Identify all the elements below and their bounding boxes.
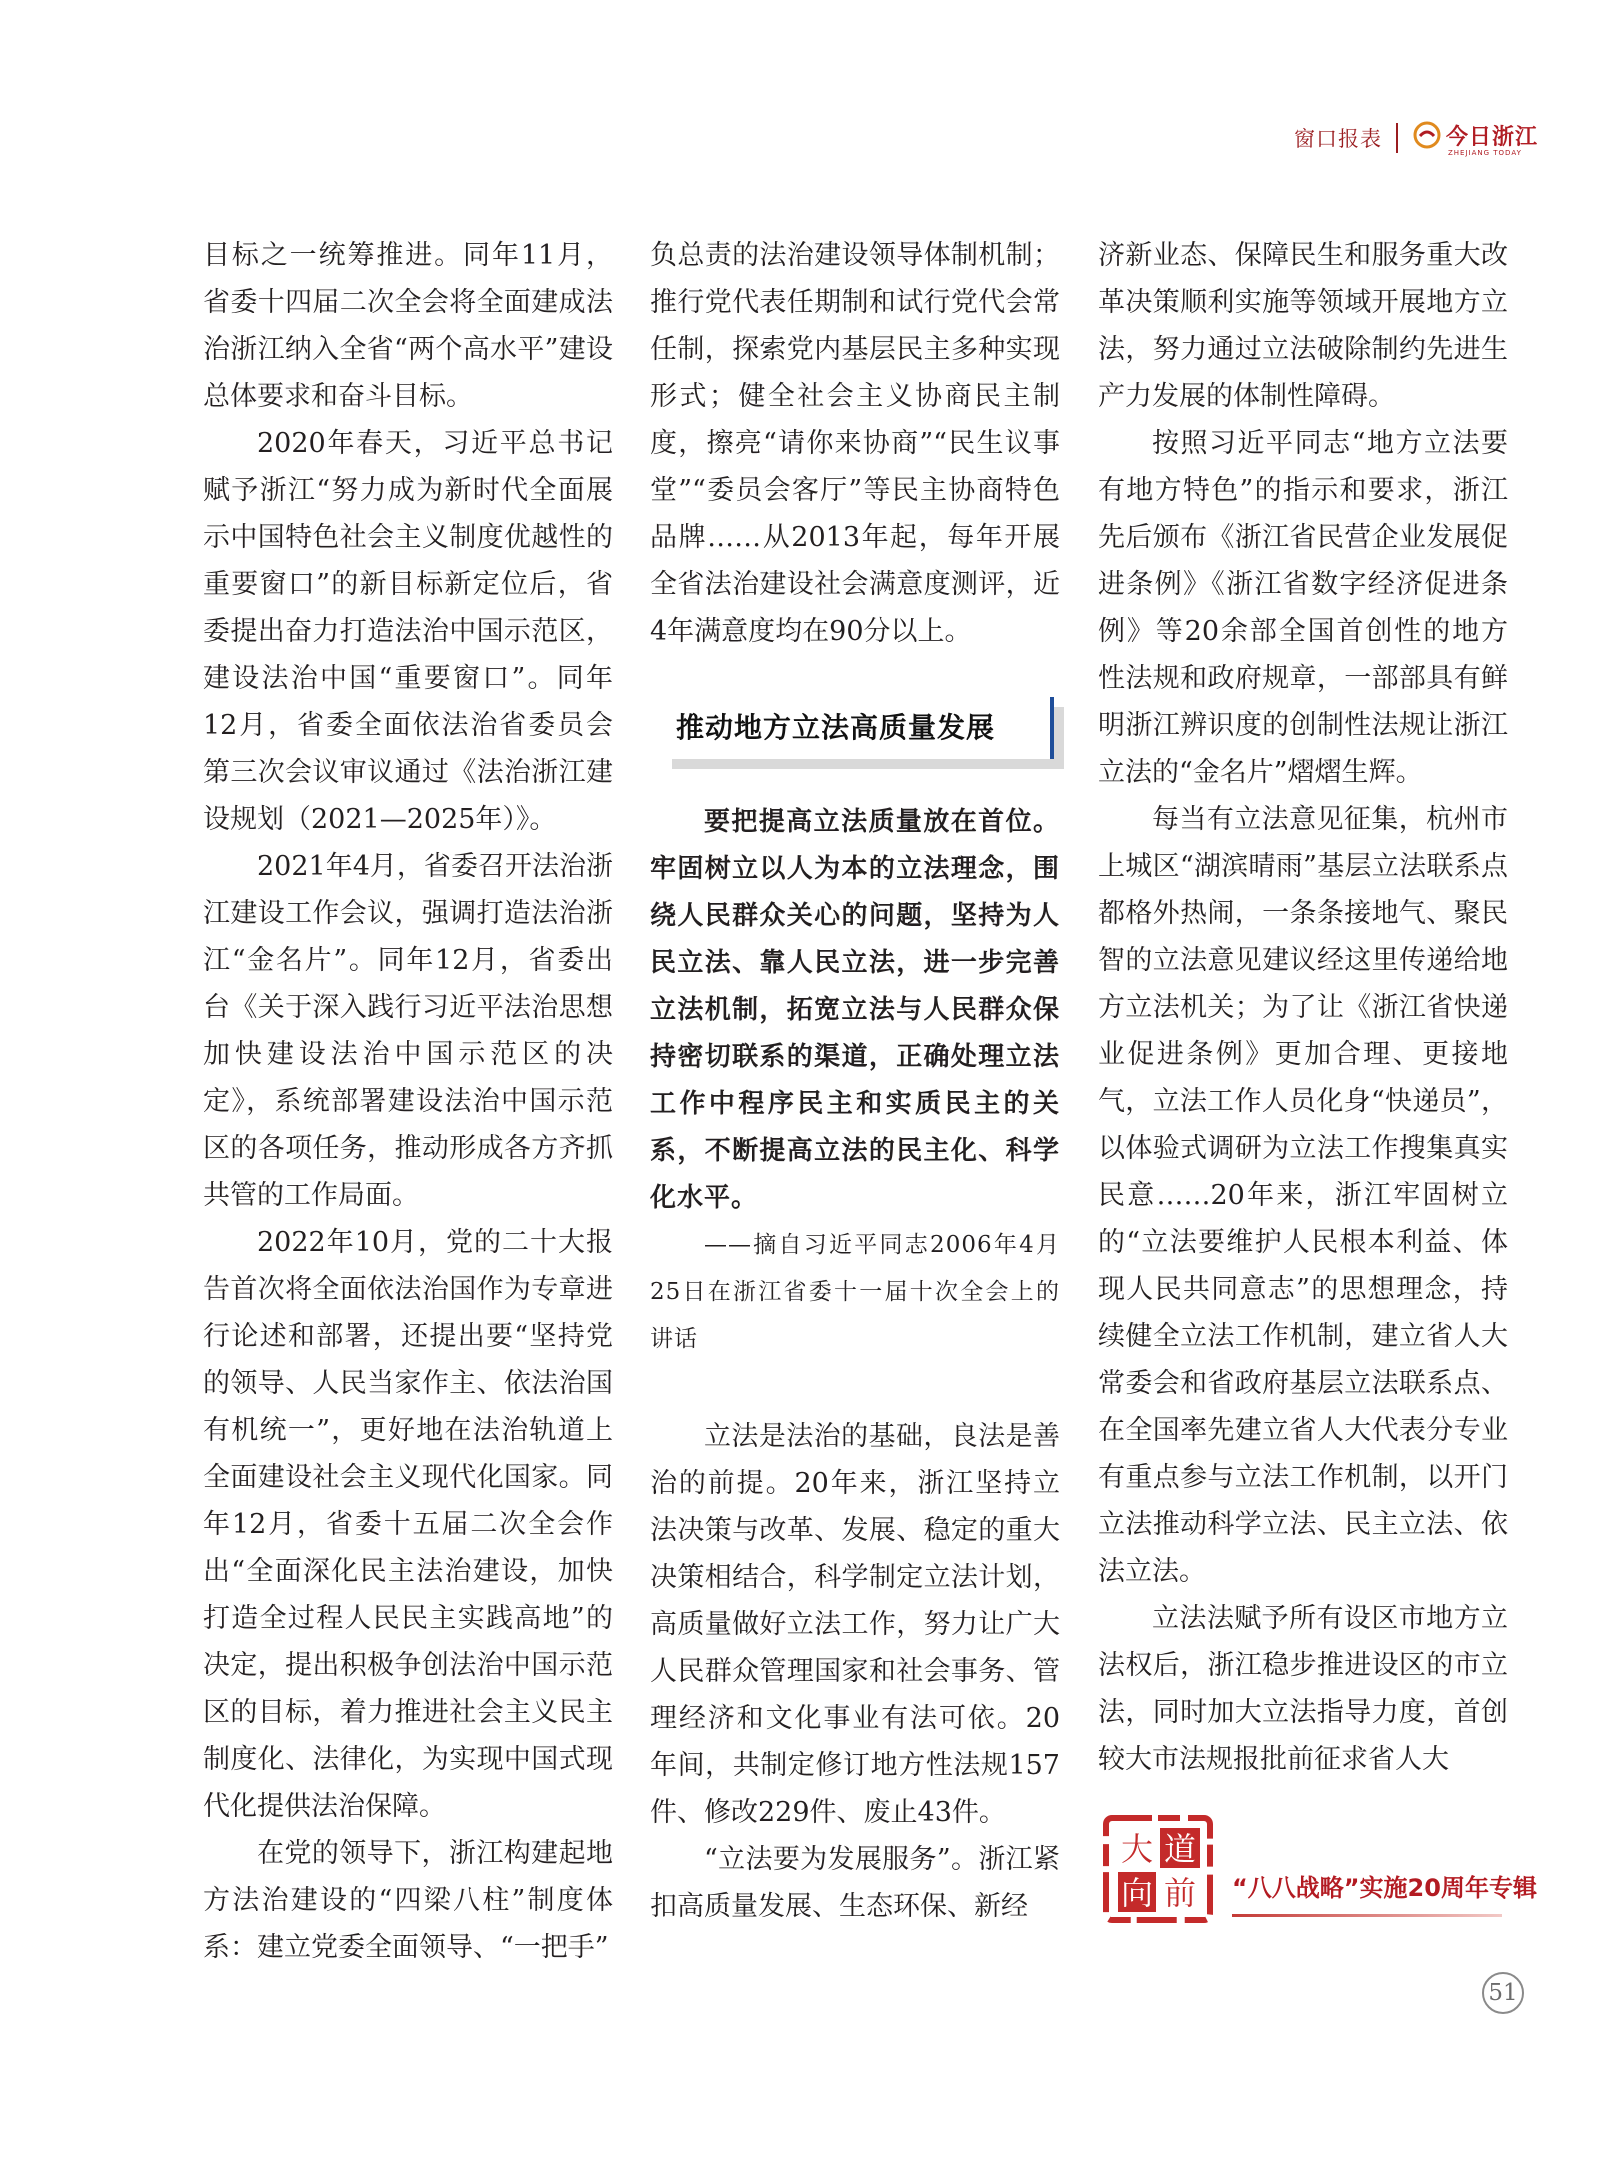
column-3 — [1098, 232, 1508, 1783]
seal-char: 大 — [1120, 1830, 1154, 1868]
paragraph: 2021年4月，省委召开法治浙江建设工作会议，强调打造法治浙江“金名片”。同年12月，省委出台《关于深入践行习近平法治思想加快建设法治中国示范区的决定》，系统部署建设法治中国示范区的各项任务，推动形成各方齐抓共管的工作局面。 — [203, 851, 613, 1211]
paragraph: “立法要为发展服务”。浙江紧扣高质量发展、生态环保、新经 — [650, 1844, 1060, 1922]
paragraph: 负总责的法治建设领导体制机制；推行党代表任期制和试行党代会常任制，探索党内基层民主多种实现形式；健全社会主义协商民主制度，擦亮“请你来协商”“民生议事堂”“委员会客厅”等民主协商特色品牌……从2013年起，每年开展全省法治建设社会满意度测评，近4年满意度均在90分以上。 — [650, 240, 1060, 647]
subheading-box — [662, 697, 1054, 759]
paragraph: 2022年10月，党的二十大报告首次将全面依法治国作为专章进行论述和部署，还提出要“坚持党的领导、人民当家作主、依法治国有机统一”，更好地在法治轨道上全面建设社会主义现代化国家。同年12月，省委十五届二次全会作出“全面深化民主法治建设，加快打造全过程人民民主实践高地”的决定，提出积极争创法治中国示范区的目标，着力推进社会主义民主制度化、法律化，为实现中国式现代化提供法治保障。 — [203, 1227, 613, 1822]
paragraph: 济新业态、保障民生和服务重大改革决策顺利实施等领域开展地方立法，努力通过立法破除制约先进生产力发展的体制性障碍。 — [1098, 240, 1508, 412]
column-2 — [650, 232, 1060, 1930]
seal-char: 道 — [1163, 1830, 1197, 1868]
header-divider — [1396, 123, 1398, 153]
paragraph: 2020年春天，习近平总书记赋予浙江“努力成为新时代全面展示中国特色社会主义制度优越性的重要窗口”的新目标新定位后，省委提出奋力打造法治中国示范区，建设法治中国“重要窗口”。同年12月，省委全面依法治省委员会第三次会议审议通过《法治浙江建设规划（2021—2025年）》。 — [203, 428, 613, 835]
subheading: 推动地方立法高质量发展 — [676, 711, 996, 744]
series-banner — [1102, 1812, 1537, 1930]
paragraph: 立法是法治的基础，良法是善治的前提。20年来，浙江坚持立法决策与改革、发展、稳定的重大决策相结合，科学制定立法计划，高质量做好立法工作，努力让广大人民群众管理国家和社会事务、管理经济和文化事业有法可依。20年间，共制定修订地方性法规157件、修改229件、废止43件。 — [650, 1421, 1060, 1828]
zhejiang-today-logo — [1412, 120, 1538, 157]
series-title: “八八战略”实施20周年专辑 — [1232, 1874, 1537, 1902]
banner-underline — [1232, 1914, 1502, 1917]
column-1 — [203, 232, 613, 1971]
seal-char: 前 — [1163, 1874, 1197, 1912]
logo-subtext: ZHEJIANG TODAY — [1447, 148, 1522, 157]
paragraph: 按照习近平同志“地方立法要有地方特色”的指示和要求，浙江先后颁布《浙江省民营企业发展促进条例》《浙江省数字经济促进条例》等20余部全国首创性的地方性法规和政府规章，一部部具有鲜明浙江辨识度的创制性法规让浙江立法的“金名片”熠熠生辉。 — [1098, 428, 1508, 788]
quote-source: ——摘自习近平同志2006年4月25日在浙江省委十一届十次全会上的讲话 — [650, 1232, 1060, 1352]
paragraph: 目标之一统筹推进。同年11月，省委十四届二次全会将全面建成法治浙江纳入全省“两个高水平”建设总体要求和奋斗目标。 — [203, 240, 613, 412]
dadao-xiangqian-seal-icon — [1102, 1812, 1216, 1926]
page-header — [1294, 110, 1538, 166]
paragraph: 立法法赋予所有设区市地方立法权后，浙江稳步推进设区的市立法，同时加大立法指导力度，首创较大市法规报批前征求省人大 — [1098, 1603, 1508, 1775]
logo-swirl-icon — [1412, 120, 1442, 150]
seal-char: 向 — [1120, 1874, 1154, 1912]
section-label: 窗口报表 — [1293, 127, 1382, 151]
paragraph: 每当有立法意见征集，杭州市上城区“湖滨晴雨”基层立法联系点都格外热闹，一条条接地气、聚民智的立法意见建议经这里传递给地方立法机关；为了让《浙江省快递业促进条例》更加合理、更接地气，立法工作人员化身“快递员”，以体验式调研为立法工作搜集真实民意……20年来，浙江牢固树立的“立法要维护人民根本利益、体现人民共同意志”的思想理念，持续健全立法工作机制，建立省人大常委会和省政府基层立法联系点、在全国率先建立省人大代表分专业有重点参与立法工作机制，以开门立法推动科学立法、民主立法、依法立法。 — [1098, 804, 1508, 1587]
paragraph: 在党的领导下，浙江构建起地方法治建设的“四梁八柱”制度体系：建立党委全面领导、“一把手” — [203, 1838, 613, 1963]
page-number: 51 — [1482, 1972, 1524, 2014]
quote-body: 要把提高立法质量放在首位。牢固树立以人为本的立法理念，围绕人民群众关心的问题，坚持为人民立法、靠人民立法，进一步完善立法机制，拓宽立法与人民群众保持密切联系的渠道，正确处理立法工作中程序民主和实质民主的关系，不断提高立法的民主化、科学化水平。 — [650, 807, 1060, 1213]
pull-quote — [650, 799, 1060, 1363]
logo-text: 今日浙江 — [1445, 123, 1538, 150]
